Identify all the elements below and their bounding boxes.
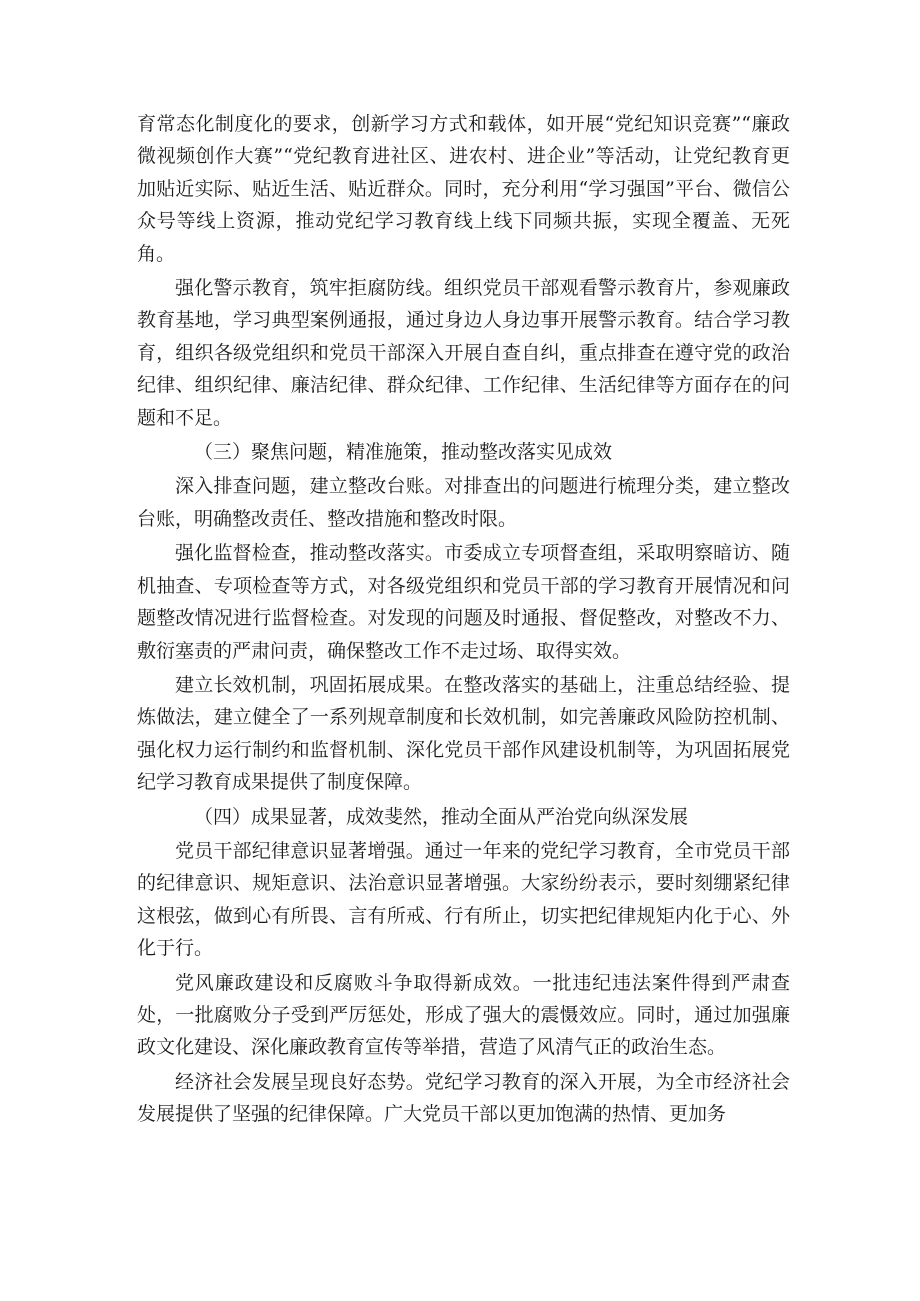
paragraph-long-term-mechanism: 建立长效机制，巩固拓展成果。在整改落实的基础上，注重总结经验、提炼做法，建立健全了一系列规章制度和长效机制，如完善廉政风险防控机制、强化权力运行制约和监督机制、深化党员干部作风建设机制等，为巩固拓展党纪学习教育成果提供了制度保障。 <box>137 673 790 794</box>
paragraph-warning-education: 强化警示教育，筑牢拒腐防线。组织党员干部观看警示教育片，参观廉政教育基地，学习典型案例通报，通过身边人身边事开展警示教育。结合学习教育，组织各级党组织和党员干部深入开展自查自纠，重点排查在遵守党的政治纪律、组织纪律、廉洁纪律、群众纪律、工作纪律、生活纪律等方面存在的问题和不足。 <box>137 277 790 429</box>
section-heading-3: （三）聚焦问题，精准施策，推动整改落实见成效 <box>194 441 613 464</box>
paragraph-economic-development: 经济社会发展呈现良好态势。党纪学习教育的深入开展，为全市经济社会发展提供了坚强的纪律保障。广大党员干部以更加饱满的热情、更加务 <box>137 1070 790 1126</box>
paragraph-continued: 育常态化制度化的要求，创新学习方式和载体，如开展“党纪知识竞赛”“廉政微视频创作大赛”“党纪教育进社区、进农村、进企业”等活动，让党纪教育更加贴近实际、贴近生活、贴近群众。同时，充分利用“学习强国”平台、微信公众号等线上资源，推动党纪学习教育线上线下同频共振，实现全覆盖、无死角。 <box>137 113 790 265</box>
paragraph-supervision: 强化监督检查，推动整改落实。市委成立专项督查组，采取明察暗访、随机抽查、专项检查等方式，对各级党组织和党员干部的学习教育开展情况和问题整改情况进行监督检查。对发现的问题及时通报、督促整改，对整改不力、敷衍塞责的严肃问责，确保整改工作不走过场、取得实效。 <box>137 542 790 662</box>
section-heading-4: （四）成果显著，成效斐然，推动全面从严治党向纵深发展 <box>194 805 689 828</box>
paragraph-anti-corruption: 党风廉政建设和反腐败斗争取得新成效。一批违纪违法案件得到严肃查处，一批腐败分子受到严厉惩处，形成了强大的震慑效应。同时，通过加强廉政文化建设、深化廉政教育宣传等举措，营造了风清气正的政治生态。 <box>137 971 790 1059</box>
paragraph-discipline-awareness: 党员干部纪律意识显著增强。通过一年来的党纪学习教育，全市党员干部的纪律意识、规矩意识、法治意识显著增强。大家纷纷表示，要时刻绷紧纪律这根弦，做到心有所畏、言有所戒、行有所止，切实把纪律规矩内化于心、外化于行。 <box>137 839 790 960</box>
paragraph-rectification-ledger: 深入排查问题，建立整改台账。对排查出的问题进行梳理分类，建立整改台账，明确整改责任、整改措施和整改时限。 <box>137 475 790 530</box>
